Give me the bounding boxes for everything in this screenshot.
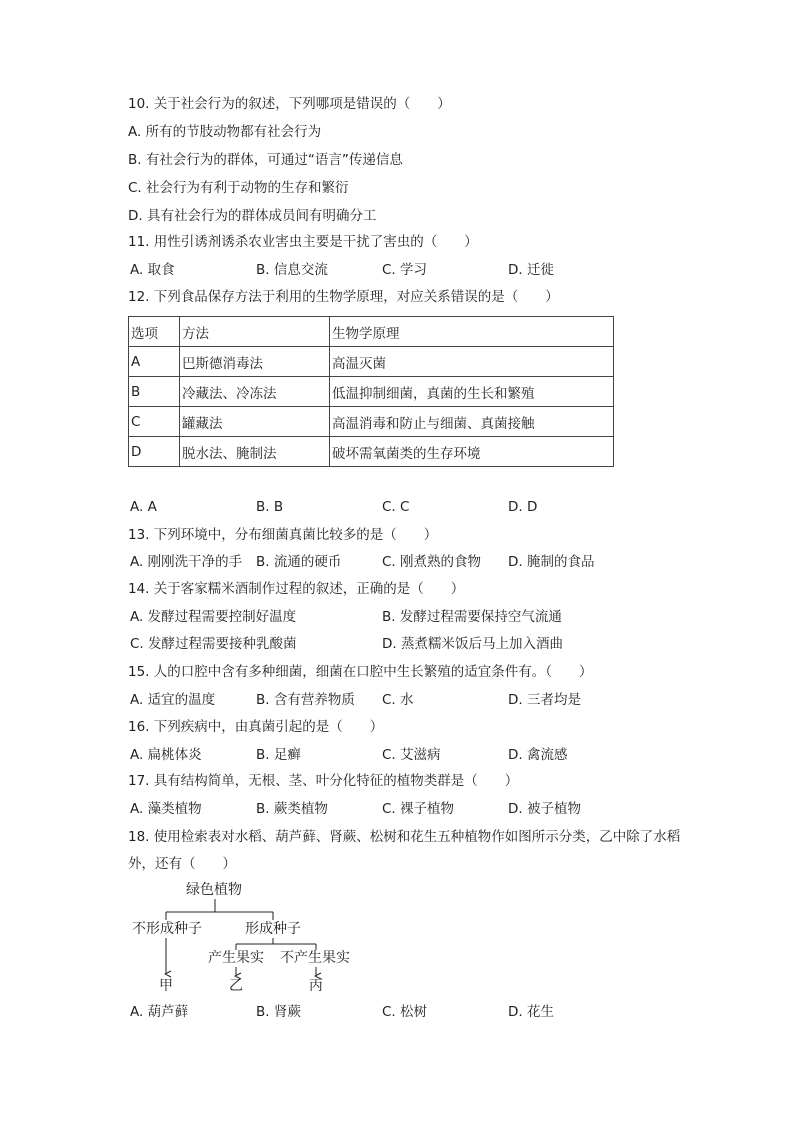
table-cell: A: [129, 347, 180, 377]
q17-option-d: D. 被子植物: [508, 801, 581, 817]
q12-option-d: D. D: [508, 499, 538, 515]
q13-option-c: C. 刚煮熟的食物: [382, 554, 482, 570]
q11-option-d: D. 迁徙: [508, 262, 554, 278]
q12-option-c: C. C: [382, 499, 410, 515]
q13-option-a: A. 刚刚洗干净的手: [130, 554, 243, 570]
q14-option-c: C. 发酵过程需要接种乳酸菌: [130, 636, 297, 652]
q11-stem: 11. 用性引诱剂诱杀农业害虫主要是干扰了害虫的（ ）: [128, 234, 478, 250]
q17-option-a: A. 藻类植物: [130, 801, 202, 817]
diagram-leaf-bing: 丙: [309, 978, 323, 994]
q17-option-c: C. 裸子植物: [382, 801, 455, 817]
table-cell: 罐藏法: [180, 407, 330, 437]
q18-stem-line1: 18. 使用检索表对水稻、葫芦藓、肾蕨、松树和花生五种植物作如图所示分类，乙中除了水稻: [128, 829, 681, 845]
q14-option-a: A. 发酵过程需要控制好温度: [130, 609, 297, 625]
q16-option-b: B. 足癣: [256, 747, 301, 763]
q14-option-b: B. 发酵过程需要保持空气流通: [382, 609, 562, 625]
q12-stem: 12. 下列食品保存方法于利用的生物学原理，对应关系错误的是（ ）: [128, 289, 559, 305]
diagram-no-fruit-label: 不产生果实: [280, 950, 350, 966]
q18-stem-line2: 外，还有（ ）: [128, 856, 236, 872]
table-cell: 巴斯德消毒法: [180, 347, 330, 377]
q18-option-d: D. 花生: [508, 1004, 554, 1020]
q18-option-a: A. 葫芦藓: [130, 1004, 189, 1020]
table-cell: D: [129, 437, 180, 467]
table-row: [129, 407, 614, 437]
q16-option-d: D. 禽流感: [508, 747, 568, 763]
q10-option-c: C. 社会行为有利于动物的生存和繁衍: [128, 180, 349, 196]
q18-classification-diagram: [128, 878, 368, 996]
q16-stem: 16. 下列疾病中，由真菌引起的是（ ）: [128, 719, 384, 735]
q11-option-c: C. 学习: [382, 262, 428, 278]
q13-option-d: D. 腌制的食品: [508, 554, 595, 570]
q15-option-a: A. 适宜的温度: [130, 692, 216, 708]
table-row: [129, 377, 614, 407]
table-cell: 高温灭菌: [330, 347, 614, 377]
q16-option-c: C. 艾滋病: [382, 747, 441, 763]
diagram-seed-label: 形成种子: [245, 921, 301, 937]
q11-option-a: A. 取食: [130, 262, 175, 278]
q14-stem: 14. 关于客家糯米酒制作过程的叙述，正确的是（ ）: [128, 581, 465, 597]
diagram-root-label: 绿色植物: [186, 882, 242, 898]
q10-option-a: A. 所有的节肢动物都有社会行为: [128, 124, 322, 140]
table-cell: B: [129, 377, 180, 407]
q17-stem: 17. 具有结构简单，无根、茎、叶分化特征的植物类群是（ ）: [128, 773, 519, 789]
q10-option-b: B. 有社会行为的群体，可通过“语言”传递信息: [128, 152, 403, 168]
q11-option-b: B. 信息交流: [256, 262, 328, 278]
q18-option-c: C. 松树: [382, 1004, 428, 1020]
q17-option-b: B. 蕨类植物: [256, 801, 328, 817]
q12-option-a: A. A: [130, 499, 157, 515]
table-cell: 冷藏法、冷冻法: [180, 377, 330, 407]
q10-stem: 10. 关于社会行为的叙述，下列哪项是错误的（ ）: [128, 96, 451, 112]
q12-table: [128, 316, 614, 467]
q18-option-b: B. 肾蕨: [256, 1004, 301, 1020]
table-cell: 破坏需氧菌类的生存环境: [330, 437, 614, 467]
q16-option-a: A. 扁桃体炎: [130, 747, 202, 763]
diagram-fruit-label: 产生果实: [208, 950, 264, 966]
table-row: [129, 437, 614, 467]
table-cell: 低温抑制细菌，真菌的生长和繁殖: [330, 377, 614, 407]
table-cell: 脱水法、腌制法: [180, 437, 330, 467]
q13-option-b: B. 流通的硬币: [256, 554, 342, 570]
q15-option-c: C. 水: [382, 692, 414, 708]
q10-option-d: D. 具有社会行为的群体成员间有明确分工: [128, 208, 377, 224]
table-header-cell: 方法: [180, 317, 330, 347]
table-header-cell: 生物学原理: [330, 317, 614, 347]
diagram-leaf-jia: 甲: [159, 978, 173, 994]
diagram-no-seed-label: 不形成种子: [132, 921, 202, 937]
table-cell: C: [129, 407, 180, 437]
q15-option-b: B. 含有营养物质: [256, 692, 355, 708]
table-row: [129, 347, 614, 377]
table-cell: 高温消毒和防止与细菌、真菌接触: [330, 407, 614, 437]
table-header-cell: 选项: [129, 317, 180, 347]
q15-option-d: D. 三者均是: [508, 692, 581, 708]
table-header-row: [129, 317, 614, 347]
q14-option-d: D. 蒸煮糯米饭后马上加入酒曲: [382, 636, 563, 652]
q13-stem: 13. 下列环境中，分布细菌真菌比较多的是（ ）: [128, 527, 438, 543]
q15-stem: 15. 人的口腔中含有多种细菌，细菌在口腔中生长繁殖的适宜条件有。（ ）: [128, 664, 593, 680]
q12-option-b: B. B: [256, 499, 284, 515]
diagram-leaf-yi: 乙: [229, 978, 243, 994]
